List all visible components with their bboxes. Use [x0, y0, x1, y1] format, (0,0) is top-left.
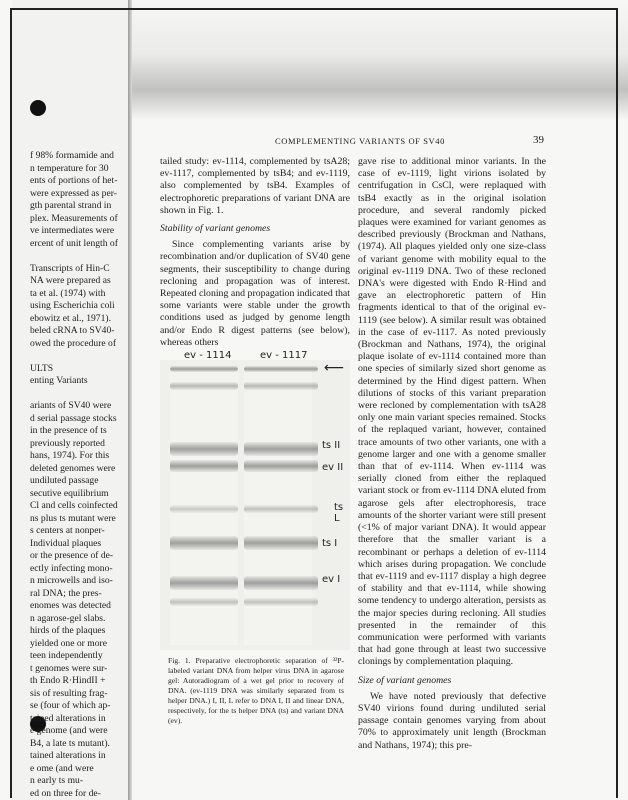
fragment-line: undiluted passage [30, 475, 99, 486]
fragment-line: beled cRNA to SV40- [30, 325, 115, 336]
band-label: ts I [322, 538, 338, 549]
page-fold-shadow [128, 0, 132, 800]
fragment-line: n early ts mu- [30, 775, 84, 786]
paragraph: tailed study: ev-1114, complemented by tsA28; ev-1117, complemented by tsB4; and ev-1119, also complemented by tsB4. Examples of electrophoretic preparations of variant DNA are shown in Fig. 1. [160, 156, 350, 216]
fragment-line: plex. Measurements of [30, 212, 118, 224]
fragment-line: t genomes were sur- [30, 662, 108, 674]
gel-band [244, 505, 318, 513]
frame-border-left [10, 8, 12, 798]
fragment-line: tained alterations in [30, 712, 106, 724]
fragment-line: Transcripts of Hin-C [30, 262, 110, 274]
gel-band [170, 598, 238, 606]
fragment-line: ebowitz et al., 1971). [30, 312, 111, 324]
gel-band [244, 598, 318, 606]
frame-border-top [10, 8, 618, 10]
fragment-line: were expressed as per- [30, 187, 117, 199]
fragment-line: ral DNA; the pres- [30, 587, 102, 599]
fragment-line: gth parental strand in [30, 200, 112, 211]
fragment-line [30, 388, 126, 401]
page-number: 39 [533, 134, 544, 146]
band-label: ts II [322, 440, 341, 451]
fragment-line: ed on three for de- [30, 787, 101, 799]
fragment-line: deleted genomes were [30, 462, 116, 474]
fragment-line: se (four of which ap- [30, 700, 111, 711]
fragment-line: tained alterations in [30, 750, 106, 761]
fragment-line: enomes was detected [30, 600, 111, 611]
fragment-line: ectly infecting mono- [30, 562, 113, 574]
fragment-line: f 98% formamide and [30, 150, 114, 161]
fragment-line: sis of resulting frag- [30, 687, 108, 699]
gel-band [244, 366, 318, 372]
figure-caption: Fig. 1. Preparative electrophoretic separation of ³²P-labeled variant DNA from helper virus DNA in agarose gel: Autoradiogram of a wet gel prior to recovery of DNA. (ev-1119 DNA was similarly separated from ts helper DNA.) I, II, L refer to DNA I, II and linear DNA, respectively, for the ts helper DNA (ts) and variant DNA (ev). [168, 656, 344, 725]
fragment-line: s centers at nonper- [30, 525, 105, 536]
fragment-line: owed the procedure of [30, 337, 117, 349]
gel-band [244, 536, 318, 550]
gel-band [170, 536, 238, 550]
section-title: Size of variant genomes [358, 674, 452, 686]
gel-band [170, 505, 238, 513]
gel-band [170, 442, 238, 456]
fragment-line: e genome (and were [30, 725, 108, 736]
binder-hole-icon [30, 100, 46, 116]
fragment-line: th Endo R·HindII + [30, 675, 106, 686]
fragment-line: Cl and cells coinfected [30, 500, 118, 511]
gel-band [244, 382, 318, 390]
gel-band [244, 442, 318, 456]
frame-border-right [616, 8, 618, 798]
arrow-icon: ⟵ [324, 360, 345, 376]
fragment-line: Individual plaques [30, 537, 102, 549]
lane-label: ev - 1117 [260, 350, 308, 361]
fragment-line: or the presence of de- [30, 550, 114, 561]
fragment-line: yielded one or more [30, 637, 107, 649]
fragment-line: hirds of the plaques [30, 625, 106, 636]
fragment-line: hans, 1974). For this [30, 450, 110, 461]
gel-figure [160, 350, 350, 650]
band-label: ev II [322, 462, 344, 473]
fragment-line: secutive equilibrium [30, 487, 109, 499]
fragment-line: previously reported [30, 437, 105, 449]
fragment-line: ta et al. (1974) with [30, 287, 106, 299]
gel-band [170, 382, 238, 390]
gel-band [170, 460, 238, 472]
fragment-line: B4, a late ts mutant). [30, 737, 110, 749]
fragment-line: enting Variants [30, 375, 88, 386]
fragment-line [30, 350, 126, 363]
fragment-line: ercent of unit length of [30, 237, 118, 249]
gel-band [170, 366, 238, 372]
fragment-line: ns plus ts mutant were [30, 512, 116, 524]
right-column [358, 156, 546, 752]
band-label: ts L [334, 502, 344, 524]
fragment-line: d serial passage stocks [30, 412, 117, 424]
fragment-line: teen independently [30, 650, 103, 661]
fragment-line [30, 250, 126, 263]
section-title: Stability of variant genomes [160, 223, 271, 235]
running-title: COMPLEMENTING VARIANTS OF SV40 [275, 136, 445, 146]
fragment-line: ariants of SV40 were [30, 400, 112, 411]
fragment-line: NA were prepared as [30, 275, 111, 286]
middle-column [160, 156, 350, 349]
fragment-line: ve intermediates were [30, 225, 115, 236]
fragment-line: in the presence of ts [30, 425, 107, 436]
fragment-line: ULTS [30, 362, 54, 374]
paragraph: We have noted previously that defective SV40 virions found during undiluted serial passage contain genomes varying from about 70% to approximately unit length (Brockman and Nathans, 1974); this pre- [358, 690, 546, 751]
paragraph: gave rise to additional minor variants. In the case of ev-1119, light virions isolated by centrifugation in CsCl, were replaqued with tsB4 exactly as in the original isolation procedure, and several randomly picked plaques were examined for variant genomes as described previously (Brockman and Nathans, (1974). All plaques yielded only one size-class of variant genome with mobility equal to the original ev-1119 DNA. Two of these recloned DNA's were digested with Endo R·Hind and gave an electrophoretic pattern of Hin fragments identical to that of the original ev-1119 (see below). A similar result was obtained in the case of ev-1117. As noted previously (Brockman and Nathans, 1974), the original plaque isolate of ev-1114 contained more than one species of similarly sized short genome as determined by the Hind digest pattern. When dilutions of stocks of this variant preparation were recloned by complementation with tsA28 only one main variant species remained. Stocks of the replaqued variant, however, contained trace amounts of two other variants, one with a genome larger and one with a genome smaller than that of ev-1114. When ev-1114 was serially cloned from either the replaqued variant stock or from ev-1114 DNA eluted from agarose gels after electrophoresis, trace amounts of the shorter variant were still present (<1% of major variant DNA). It would appear therefore that the smaller variant is a recombinant or perhaps a deletion of ev-1114 which arises during propagation. We conclude that ev-1119 and ev-1117 display a high degree of stability and that ev-1114, while showing some tendency to undergo alteration, persists as the major species during recloning. All studies presented in the remainder of this communication were performed with variants that had gone through at least two successive clonings by complementation plaquing. [358, 156, 546, 668]
fragment-line: ents of portions of het- [30, 175, 118, 186]
left-page-fragment [30, 150, 126, 800]
gel-band [170, 576, 238, 590]
fragment-line: n microwells and iso- [30, 575, 113, 586]
scan-shadow [130, 0, 628, 120]
fragment-line: n temperature for 30 [30, 162, 109, 174]
fragment-line: e ome (and were [30, 762, 94, 774]
fragment-line: using Escherichia coli [30, 300, 115, 311]
gel-band [244, 576, 318, 590]
paragraph: Since complementing variants arise by recombination and/or duplication of SV40 gene segments, their susceptibility to change during recloning and propagation was of interest. Repeated cloning and propagation indicated that some variants were stable under the growth conditions used as judged by genome length and/or Endo R digest patterns (see below), whereas others [160, 239, 350, 348]
gel-band [244, 460, 318, 472]
band-label: ev I [322, 574, 341, 585]
fragment-line: n agarose-gel slabs. [30, 612, 106, 624]
lane-label: ev - 1114 [184, 350, 232, 361]
